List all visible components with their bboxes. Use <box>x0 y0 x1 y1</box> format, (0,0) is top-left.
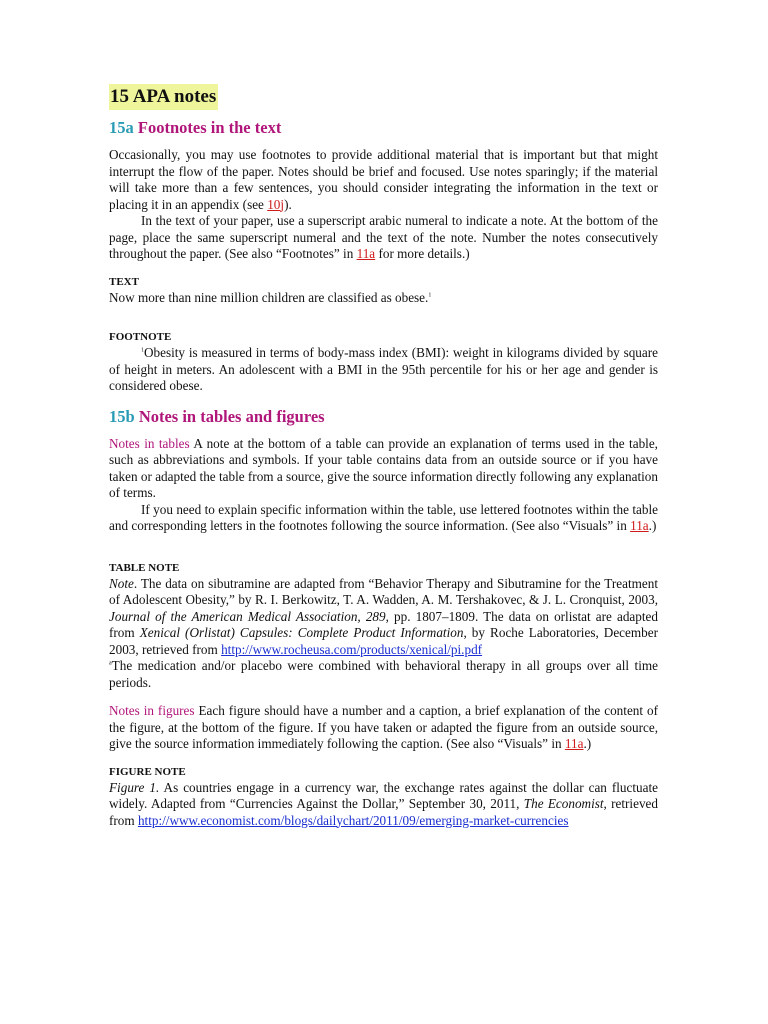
paragraph-notes-in-figures: Notes in figures Each figure should have a number and a caption, a brief explanation of the content of the figure, at the bottom of the figure. If you have taken or adapted the figure from an outside source, give the source information immediately following the caption. (See also “Visuals” in 11a.) <box>109 703 658 751</box>
page-content <box>109 84 658 829</box>
section-15a-heading <box>109 116 658 140</box>
superscript-marker: a <box>109 660 112 667</box>
example-table-footnote: $^a$The medication and/or placebo were combined with behavioral therapy in all groups over all time periods. <box>109 658 658 690</box>
cross-ref-link[interactable]: 11a <box>630 518 649 533</box>
paragraph-footnotes-intro: Occasionally, you may use footnotes to provide additional material that is important but that might interrupt the flow of the paper. Notes should be brief and focused. Use notes sparingly; if the material will take more than a few sentences, you should consider integrating the information in the text or placing it in an appendix (see 10j). <box>109 147 658 212</box>
section-title: Footnotes in the text <box>137 118 282 137</box>
source-url-link[interactable]: http://www.economist.com/blogs/dailychart/2011/09/emerging-market-currencies <box>137 812 569 828</box>
run-in-heading: Notes in tables <box>109 435 190 451</box>
section-number: 15a <box>109 118 134 137</box>
example-label-table-note: TABLE NOTE <box>109 561 180 574</box>
example-label-text: TEXT <box>109 275 139 288</box>
chapter-heading: 15 APA notes <box>109 84 218 110</box>
source-url-link[interactable]: http://www.rocheusa.com/products/xenical/pi.pdf <box>221 641 483 657</box>
cross-ref-link[interactable]: 11a <box>564 736 584 751</box>
section-number: 15b <box>109 406 135 426</box>
example-footnote: $^1$Obesity is measured in terms of body-mass index (BMI): weight in kilograms divided by square of height in meters. An adolescent with a BMI in the 95th percentile for his or her age and gender is considered obese. <box>109 345 658 393</box>
cross-ref-link[interactable]: 10j <box>267 196 285 212</box>
example-table-note: Note. The data on sibutramine are adapted from “Behavior Therapy and Sibutramine for the Treatment of Adolescent Obesity,” by R. I. Berkowitz, T. A. Wadden, A. M. Tershakovec, & J. L. Cronquist, 2003, Journal of the American Medical Association, 289, pp. 1807–1809. The data on orlistat are adapted from Xenical (Orlistat) Capsules: Complete Product Information, by Roche Laboratories, December 2003, retrieved from http://www.rocheusa.com/products/xenical/pi.pdf <box>109 575 658 657</box>
run-in-heading: Notes in figures <box>109 703 195 718</box>
section-title: Notes in tables and figures <box>138 406 325 426</box>
cross-ref-link[interactable]: 11a <box>356 246 376 261</box>
paragraph-notes-in-tables: Notes in tables A note at the bottom of a table can provide an explanation of terms used in the table, such as abbreviations and symbols. If your table contains data from an outside source or if you have taken or adapted the table from a source, give the source information directly following any explanation of terms. <box>109 435 658 500</box>
superscript-marker: 1 <box>141 347 144 354</box>
superscript-marker: 1 <box>428 292 432 299</box>
example-figure-note: Figure 1. As countries engage in a currency war, the exchange rates against the dollar can fluctuate widely. Adapted from “Currencies Against the Dollar,” September 30, 2011, The Economist, retrieved from http://www.economist.com/blogs/dailychart/2011/09/emerging-market-currencies <box>109 779 659 828</box>
example-label-figure-note: FIGURE NOTE <box>109 765 186 778</box>
paragraph-footnotes-usage: In the text of your paper, use a superscript arabic numeral to indicate a note. At the bottom of the page, place the same superscript numeral and the text of the note. Number the notes consecutively throughout the paper. (See also “Footnotes” in 11a for more details.) <box>109 213 658 261</box>
example-text: Now more than nine million children are classified as obese.$^1$ <box>109 289 432 305</box>
paragraph-lettered-footnotes: If you need to explain specific information within the table, use lettered footnotes within the table and corresponding letters in the footnotes following the source information. (See also “Visuals” in 11a.) <box>109 501 658 533</box>
example-label-footnote: FOOTNOTE <box>109 331 172 343</box>
section-15b-heading <box>109 405 658 429</box>
